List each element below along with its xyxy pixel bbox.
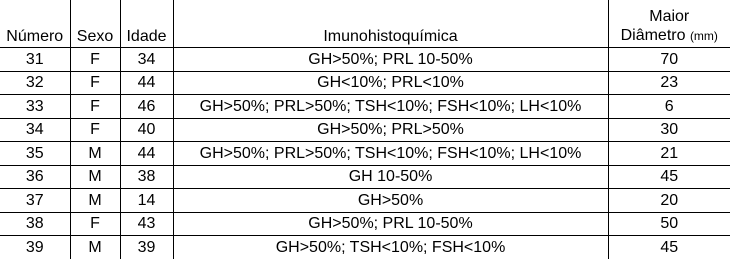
cell-idade: 38 <box>120 165 173 189</box>
cell-imunohistoquimica: GH>50%; PRL>50%; TSH<10%; FSH<10%; LH<10% <box>173 95 608 119</box>
header-numero: Número <box>0 0 70 48</box>
table-row <box>0 212 730 236</box>
table-row <box>0 71 730 95</box>
cell-sexo: F <box>70 95 120 119</box>
cell-sexo: M <box>70 236 120 259</box>
header-diametro-unit: (mm) <box>689 29 718 43</box>
cell-imunohistoquimica: GH>50%; PRL 10-50% <box>173 212 608 236</box>
cell-idade: 43 <box>120 212 173 236</box>
cell-imunohistoquimica: GH>50%; PRL>50% <box>173 118 608 142</box>
header-diametro-line2: Diâmetro <box>620 27 686 44</box>
cell-numero: 34 <box>0 118 70 142</box>
cell-numero: 33 <box>0 95 70 119</box>
cell-idade: 40 <box>120 118 173 142</box>
table-row <box>0 142 730 166</box>
cell-diametro: 30 <box>608 118 730 142</box>
cell-sexo: F <box>70 212 120 236</box>
table-body <box>0 48 730 259</box>
cell-numero: 32 <box>0 71 70 95</box>
header-sexo: Sexo <box>70 0 120 48</box>
header-row <box>0 0 730 48</box>
cell-sexo: F <box>70 118 120 142</box>
table-row <box>0 48 730 72</box>
cell-imunohistoquimica: GH 10-50% <box>173 165 608 189</box>
cell-diametro: 70 <box>608 48 730 72</box>
cell-diametro: 45 <box>608 236 730 259</box>
cell-sexo: M <box>70 142 120 166</box>
cell-diametro: 21 <box>608 142 730 166</box>
cell-idade: 44 <box>120 142 173 166</box>
cell-diametro: 23 <box>608 71 730 95</box>
cell-imunohistoquimica: GH<10%; PRL<10% <box>173 71 608 95</box>
cell-numero: 35 <box>0 142 70 166</box>
cell-idade: 44 <box>120 71 173 95</box>
cell-diametro: 20 <box>608 189 730 213</box>
cell-sexo: M <box>70 189 120 213</box>
cell-diametro: 45 <box>608 165 730 189</box>
cell-idade: 14 <box>120 189 173 213</box>
table-row <box>0 95 730 119</box>
table-row <box>0 118 730 142</box>
header-imunohistoquimica: Imunohistoquímica <box>173 0 608 48</box>
cell-sexo: F <box>70 71 120 95</box>
table-row <box>0 189 730 213</box>
table-row <box>0 236 730 259</box>
cell-idade: 34 <box>120 48 173 72</box>
header-diametro <box>608 0 730 48</box>
cell-numero: 38 <box>0 212 70 236</box>
header-diametro-line1: Maior <box>649 8 690 25</box>
cell-idade: 39 <box>120 236 173 259</box>
cell-imunohistoquimica: GH>50% <box>173 189 608 213</box>
cell-imunohistoquimica: GH>50%; PRL>50%; TSH<10%; FSH<10%; LH<10% <box>173 142 608 166</box>
cell-sexo: F <box>70 48 120 72</box>
cell-numero: 31 <box>0 48 70 72</box>
cell-imunohistoquimica: GH>50%; PRL 10-50% <box>173 48 608 72</box>
cell-idade: 46 <box>120 95 173 119</box>
table-row <box>0 165 730 189</box>
cell-sexo: M <box>70 165 120 189</box>
cell-numero: 37 <box>0 189 70 213</box>
cell-numero: 36 <box>0 165 70 189</box>
cell-numero: 39 <box>25 238 44 256</box>
cell-diametro: 6 <box>608 95 730 119</box>
cell-imunohistoquimica: GH>50%; TSH<10%; FSH<10% <box>173 236 608 259</box>
header-idade: Idade <box>120 0 173 48</box>
cell-diametro: 50 <box>608 212 730 236</box>
